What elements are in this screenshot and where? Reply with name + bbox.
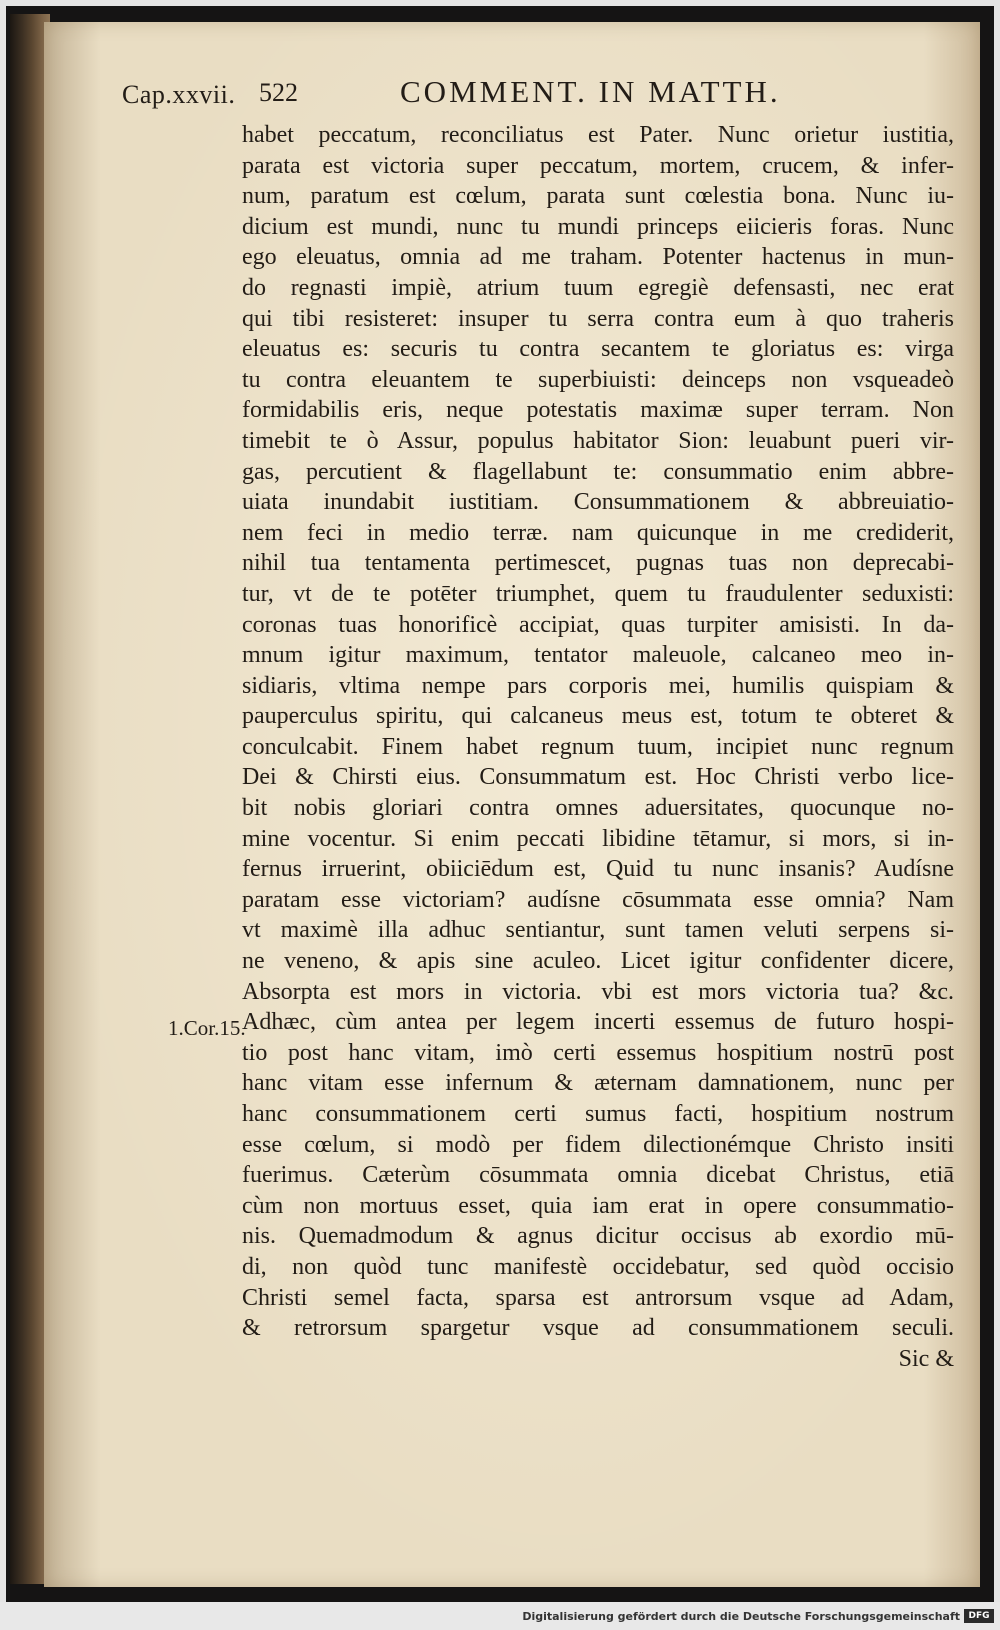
footer-bar	[0, 1602, 1000, 1630]
text-line: uiata inundabit iustitiam. Consummationem & abbreuiatio-	[242, 489, 954, 516]
text-line: & retrorsum spargetur vsque ad consummationem seculi.	[242, 1315, 954, 1342]
text-line: nem feci in medio terræ. nam quicunque in me crediderit,	[242, 519, 954, 546]
text-line: hanc consummationem certi sumus facti, hospitium nostrum	[242, 1101, 954, 1127]
running-header	[44, 74, 980, 114]
text-line: habet peccatum, reconciliatus est Pater. Nunc orietur iustitia,	[242, 122, 954, 148]
text-line: Christi semel facta, sparsa est antrorsum vsque ad Adam,	[242, 1284, 954, 1311]
text-line: Dei & Chirsti eius. Consummatum est. Hoc Christi verbo lice-	[242, 764, 954, 791]
text-line: mnum igitur maximum, tentator maleuole, calcaneo meo in-	[242, 642, 954, 669]
running-title: COMMENT. IN MATTH.	[400, 74, 781, 109]
text-line: Sic &	[898, 1345, 954, 1372]
text-line: timebit te ò Assur, populus habitator Sion: leuabunt pueri vir-	[242, 427, 954, 454]
text-line: Absorpta est mors in victoria. vbi est mors victoria tua? &c.	[242, 978, 954, 1005]
text-line: do regnasti impiè, atrium tuum egregiè defensasti, nec erat	[242, 274, 954, 301]
text-line: bit nobis gloriari contra omnes aduersitates, quocunque no-	[242, 795, 954, 822]
text-line: esse cœlum, si modò per fidem dilectionémque Christo insiti	[242, 1131, 954, 1158]
text-line: cùm non mortuus esset, quia iam erat in opere consummatio-	[242, 1192, 954, 1219]
text-line: conculcabit. Finem habet regnum tuum, incipiet nunc regnum	[242, 733, 954, 760]
text-line: fernus irruerint, obiiciēdum est, Quid tu nunc insanis? Audísne	[242, 856, 954, 883]
text-line: tu contra eleuantem te superbiuisti: deinceps non vsqueadeò	[242, 366, 954, 393]
text-line: nihil tua tentamenta pertimescet, pugnas tuas non deprecabi-	[242, 550, 954, 577]
chapter-label: Cap.xxvii.	[122, 80, 236, 109]
text-line: dicium est mundi, nunc tu mundi princeps eiicieris foras. Nunc	[242, 213, 954, 240]
text-line: gas, percutient & flagellabunt te: consummatio enim abbre-	[242, 458, 954, 485]
text-line: parata est victoria super peccatum, mortem, crucem, & infer-	[242, 152, 954, 179]
text-line: sidiaris, vltima nempe pars corporis mei, humilis quispiam &	[242, 672, 954, 699]
text-line: tur, vt de te potēter triumphet, quem tu fraudulenter seduxisti:	[242, 580, 954, 607]
dfg-logo: DFG	[964, 1609, 994, 1623]
body-text	[242, 120, 954, 1374]
text-line: hanc vitam esse infernum & æternam damnationem, nunc per	[242, 1070, 954, 1097]
book-page	[44, 22, 980, 1587]
text-line: paratam esse victoriam? audísne cōsummata esse omnia? Nam	[242, 886, 954, 913]
text-line: qui tibi resisteret: insuper tu serra contra eum à quo traheris	[242, 305, 954, 332]
funding-credit: Digitalisierung gefördert durch die Deutsche Forschungsgemeinschaft	[522, 1610, 960, 1623]
text-line: coronas tuas honorificè accipiat, quas turpiter amisisti. In da-	[242, 611, 954, 638]
page-number: 522	[259, 78, 298, 107]
text-line: di, non quòd tunc manifestè occidebatur, sed quòd occisio	[242, 1253, 954, 1280]
margin-note: 1.Cor.15.	[168, 1016, 246, 1040]
text-line: formidabilis eris, neque potestatis maximæ super terram. Non	[242, 397, 954, 424]
text-line: nis. Quemadmodum & agnus dicitur occisus ab exordio mū-	[242, 1223, 954, 1250]
text-line: ego eleuatus, omnia ad me traham. Potenter hactenus in mun-	[242, 244, 954, 271]
text-line: vt maximè illa adhuc sentiantur, sunt tamen veluti serpens si-	[242, 917, 954, 944]
text-line: fuerimus. Cæterùm cōsummata omnia dicebat Christus, etiā	[242, 1162, 954, 1189]
text-line: eleuatus es: securis tu contra secantem te gloriatus es: virga	[242, 336, 954, 363]
text-line: num, paratum est cœlum, parata sunt cœlestia bona. Nunc iu-	[242, 183, 954, 210]
text-line: ne veneno, & apis sine aculeo. Licet igitur confidenter dicere,	[242, 948, 954, 975]
text-line: pauperculus spiritu, qui calcaneus meus est, totum te obteret &	[242, 703, 954, 730]
text-line: mine vocentur. Si enim peccati libidine tētamur, si mors, si in-	[242, 825, 954, 852]
text-line: Adhæc, cùm antea per legem incerti essemus de futuro hospi-	[242, 1009, 954, 1036]
text-line: tio post hanc vitam, imò certi essemus hospitium nostrū post	[242, 1039, 954, 1066]
